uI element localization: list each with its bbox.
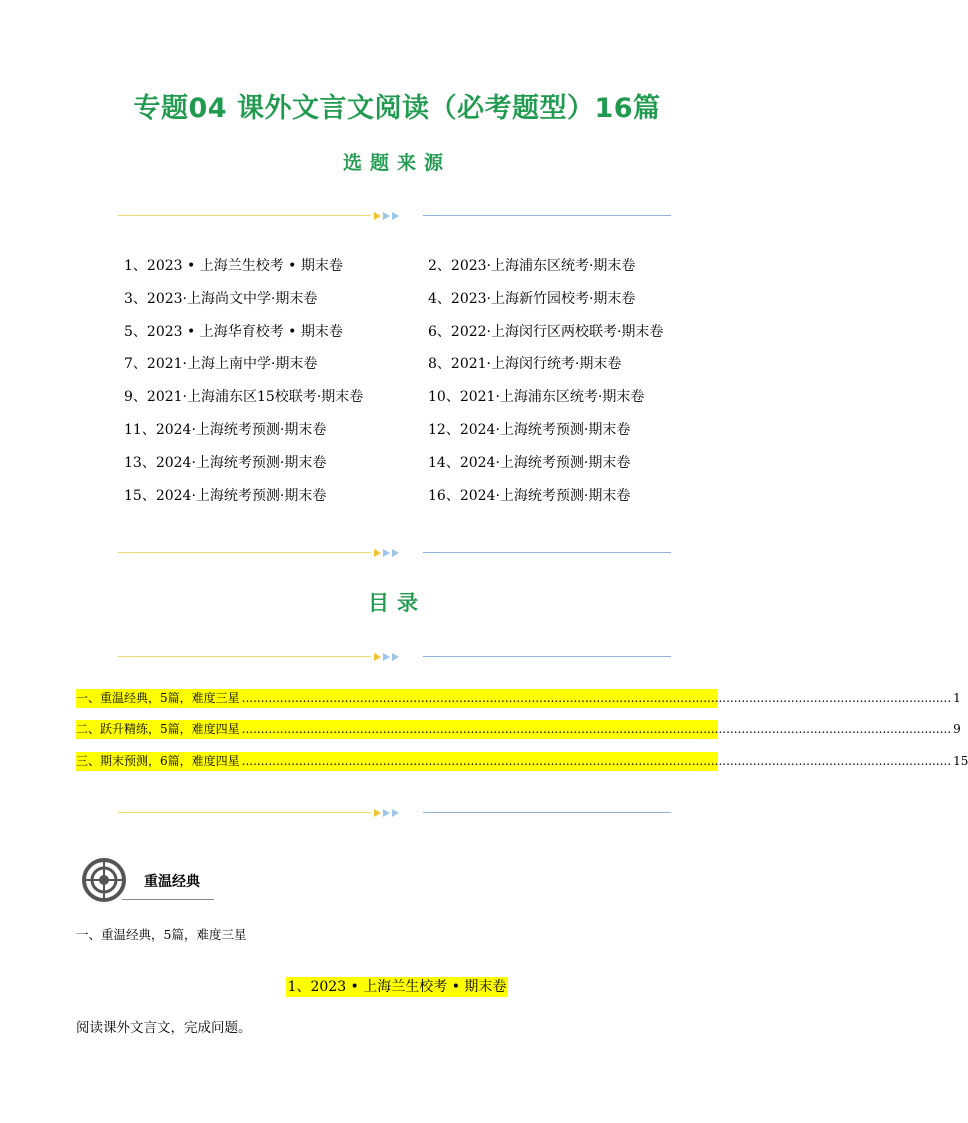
section-heading: 一、重温经典，5篇，难度三星: [76, 927, 247, 942]
divider: [118, 809, 671, 817]
divider: [118, 653, 671, 661]
source-row: [124, 452, 724, 485]
source-item: 1、2023 • 上海兰生校考 • 期末卷: [124, 258, 343, 274]
source-item: 15、2024·上海统考预测·期末卷: [124, 487, 327, 504]
source-row: [124, 419, 724, 452]
arrow-icon: [374, 211, 420, 221]
source-item: 12、2024·上海统考预测·期末卷: [428, 421, 631, 438]
source-item: 10、2021·上海浦东区统考·期末卷: [428, 389, 645, 406]
target-icon: [82, 858, 126, 902]
source-row: [124, 255, 724, 288]
source-row: [124, 485, 724, 518]
source-row: [124, 321, 724, 354]
toc-entry[interactable]: 一、重温经典，5篇，难度三星 .......................................................................................................................................................................................... 1: [76, 689, 718, 708]
toc-entry-page: 9: [953, 722, 961, 736]
source-item: 6、2022·上海闵行区两校联考·期末卷: [428, 323, 664, 340]
toc-heading: 目录: [368, 591, 426, 615]
source-item: 3、2023·上海尚文中学·期末卷: [124, 290, 318, 307]
toc-entry[interactable]: 三、期末预测，6篇，难度四星 .......................................................................................................................................................................................... 15: [76, 752, 718, 771]
page-title: 专题04 课外文言文阅读（必考题型）16篇: [133, 93, 661, 124]
source-item: 8、2021·上海闵行统考·期末卷: [428, 356, 622, 373]
source-row: [124, 353, 724, 386]
source-item: 13、2024·上海统考预测·期末卷: [124, 454, 327, 471]
question-title: [0, 976, 794, 996]
source-row: [124, 288, 724, 321]
toc-entry-label: 二、跃升精练，5篇，难度四星: [76, 722, 240, 736]
toc-entry[interactable]: 二、跃升精练，5篇，难度四星 .......................................................................................................................................................................................... 9: [76, 720, 718, 739]
toc-entry-page: 15: [953, 754, 968, 768]
source-row: [124, 386, 724, 419]
arrow-icon: [374, 652, 420, 662]
source-list: [124, 255, 724, 517]
source-item: 9、2021·上海浦东区15校联考·期末卷: [124, 389, 364, 406]
toc-entry-label: 三、期末预测，6篇，难度四星: [76, 754, 240, 768]
source-item: 7、2021·上海上南中学·期末卷: [124, 356, 318, 373]
divider: [118, 212, 671, 220]
arrow-icon: [374, 548, 420, 558]
source-item: 16、2024·上海统考预测·期末卷: [428, 487, 631, 504]
instruction-text: 阅读课外文言文，完成问题。: [76, 1020, 252, 1036]
source-item: 14、2024·上海统考预测·期末卷: [428, 454, 631, 471]
source-item: 2、2023·上海浦东区统考·期末卷: [428, 258, 636, 274]
divider: [118, 549, 671, 557]
badge-label: 重温经典: [144, 874, 200, 890]
arrow-icon: [374, 808, 420, 818]
toc-entry-label: 一、重温经典，5篇，难度三星: [76, 691, 240, 705]
sources-heading: 选题来源: [342, 152, 451, 174]
source-item: 4、2023·上海新竹园校考·期末卷: [428, 290, 636, 307]
source-item: 5、2023 • 上海华育校考 • 期末卷: [124, 323, 343, 340]
source-item: 11、2024·上海统考预测·期末卷: [124, 421, 327, 438]
section-badge: [82, 858, 214, 904]
toc-entry-page: 1: [953, 691, 961, 705]
question-title-text: 1、2023 • 上海兰生校考 • 期末卷: [287, 979, 507, 995]
